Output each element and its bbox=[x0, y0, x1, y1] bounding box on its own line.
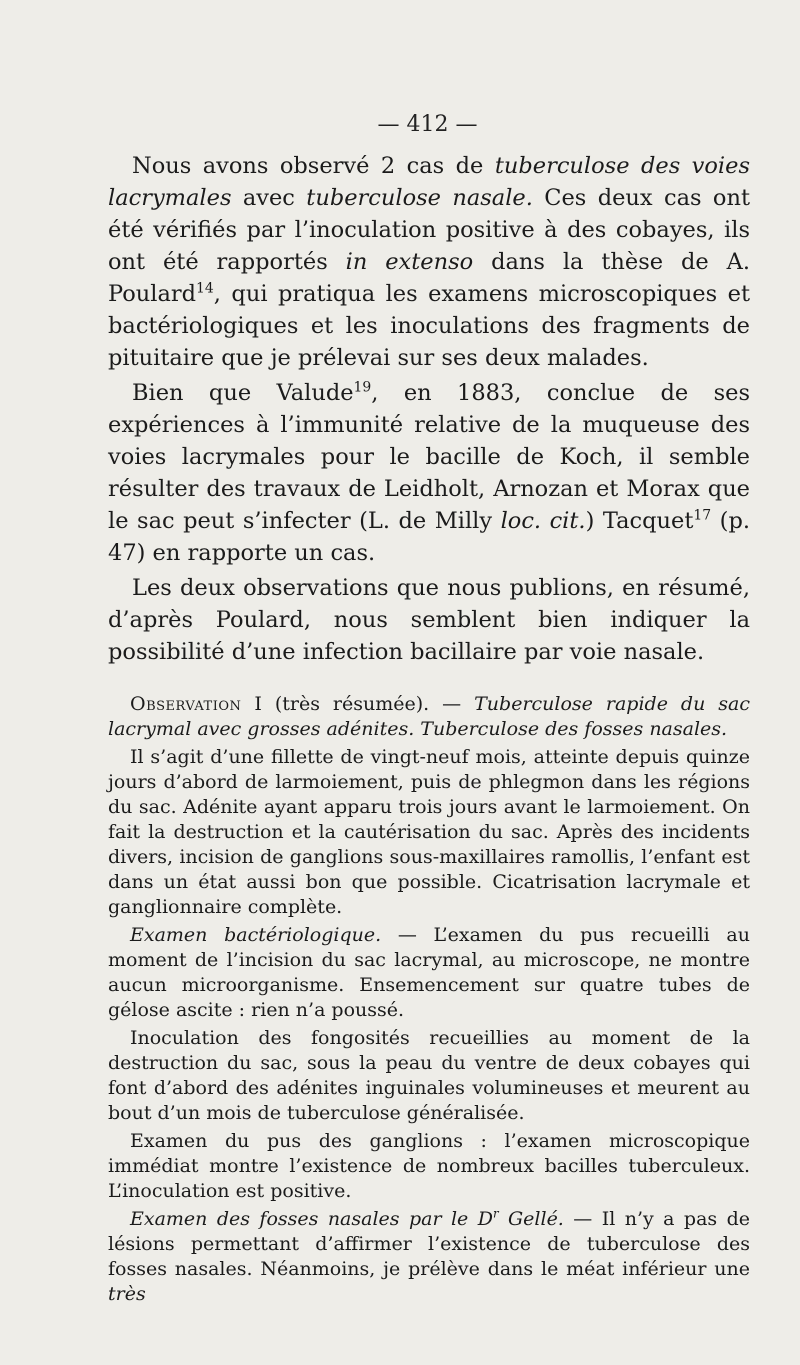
italic-term: loc. cit. bbox=[500, 508, 586, 534]
observation-paragraph-2 bbox=[108, 923, 750, 1023]
text: , qui pratiqua les examens microscopiques et bactériologiques et les inoculations des fragments de pituitaire que je prélevai sur ses deux malades. bbox=[108, 281, 750, 371]
italic-term: in extenso bbox=[345, 249, 474, 275]
observation-paragraph-4 bbox=[108, 1129, 750, 1204]
text: dans la thèse de A. Poulard bbox=[108, 249, 750, 307]
text: Ces deux cas ont été vérifiés par l’inoculation positive à des cobayes, ils ont été rapportés bbox=[108, 185, 750, 275]
body-text bbox=[108, 150, 750, 1310]
text: Inoculation des fongosités recueillies au moment de la destruction du sac, sous la peau du ventre de deux cobayes qui font d’abord des adénites inguinales volumineuses et meurent au bout d’un mois de tuberculose généralisée. bbox=[108, 1027, 750, 1124]
text: (p. 47) en rapporte un cas. bbox=[108, 508, 750, 566]
italic-term: Examen bactériologique. bbox=[130, 924, 382, 946]
observation-heading bbox=[108, 692, 750, 742]
observation-paragraph-3 bbox=[108, 1026, 750, 1126]
paragraph-2 bbox=[108, 377, 750, 569]
text: — Il n’y a pas de lésions permettant d’affirmer l’existence de tuberculose des fosses nasales. Néanmoins, je prélève dans le méat inférieur une bbox=[108, 1208, 750, 1280]
text: avec bbox=[231, 185, 307, 211]
text: Les deux observations que nous publions, en résumé, d’après Poulard, nous semblent bien indiquer la possibilité d’une infection bacillaire par voie nasale. bbox=[108, 575, 750, 665]
text: ) Tacquet bbox=[585, 508, 694, 534]
paragraph-3 bbox=[108, 572, 750, 668]
italic-term: tuberculose des voies lacrymales bbox=[108, 153, 750, 211]
text: I (très résumée). — bbox=[241, 693, 475, 715]
text: Nous avons observé 2 cas de bbox=[132, 153, 495, 179]
reference-number: 17 bbox=[693, 507, 712, 524]
text: Examen du pus des ganglions : l’examen microscopique immédiat montre l’existence de nombreux bacilles tuberculeux. L’inoculation est positive. bbox=[108, 1130, 750, 1202]
superscript: r bbox=[492, 1206, 499, 1221]
italic-term: Examen des fosses nasales par le D bbox=[130, 1208, 493, 1230]
text: — L’examen du pus recueilli au moment de l’incision du sac lacrymal, au microscope, ne montre aucun microorganisme. Ensemencement sur quatre tubes de gélose ascite : rien n’a poussé. bbox=[108, 924, 750, 1021]
reference-number: 14 bbox=[196, 280, 214, 297]
text: , en 1883, conclue de ses expériences à l’immunité relative de la muqueuse des voies lacrymales pour le bacille de Koch, il semble résulter des travaux de Leidholt, Arnozan et Morax que le sac peut s’infecter (L. de Milly bbox=[108, 380, 750, 534]
italic-term: Gellé. bbox=[498, 1208, 564, 1230]
page-number: — 412 — bbox=[377, 112, 478, 137]
reference-number: 19 bbox=[353, 379, 372, 396]
text: Bien que Valude bbox=[132, 380, 354, 406]
text: Il s’agit d’une fillette de vingt-neuf mois, atteinte depuis quinze jours d’abord de larmoiement, puis de phlegmon dans les régions du sac. Adénite ayant apparu trois jours avant le larmoiement. On fait la destruction et la cautérisation du sac. Après des incidents divers, incision de ganglions sous-maxillaires ramollis, l’enfant est dans un état aussi bon que possible. Cicatrisation lacrymale et ganglionnaire complète. bbox=[108, 746, 750, 918]
observation-paragraph-1 bbox=[108, 745, 750, 920]
italic-term: très bbox=[108, 1283, 146, 1305]
observation-paragraph-5 bbox=[108, 1207, 750, 1307]
observation-title: Tuberculose rapide du sac lacrymal avec grosses adénites. Tuberculose des fosses nasales. bbox=[108, 693, 750, 740]
italic-term: tuberculose nasale. bbox=[306, 185, 533, 211]
paragraph-1 bbox=[108, 150, 750, 374]
observation-label: Observation bbox=[130, 693, 242, 715]
